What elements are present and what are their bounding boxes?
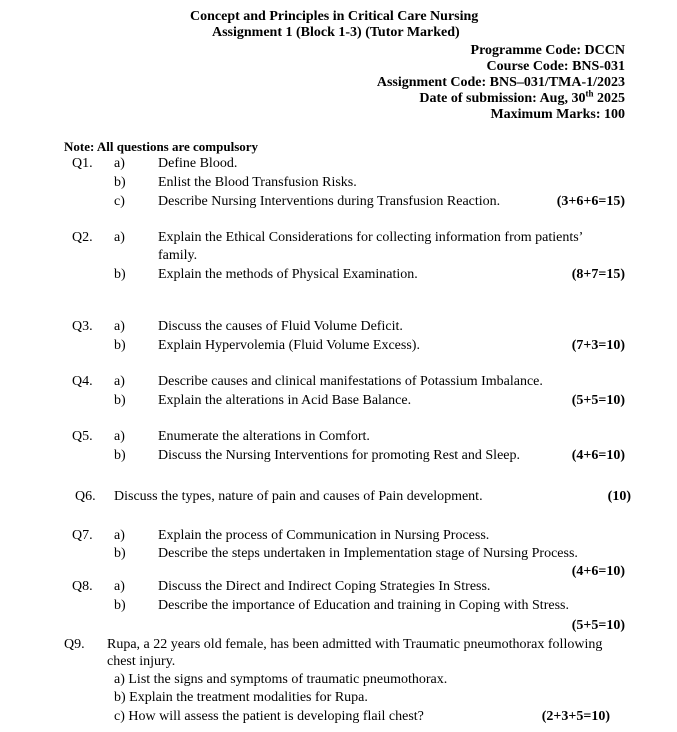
question-text-continued: family. <box>158 248 198 263</box>
question-text: Explain the methods of Physical Examination. <box>158 267 418 282</box>
question-number: Q2. <box>72 230 93 245</box>
question-marks: (4+6=10) <box>571 448 625 463</box>
subquestion-label: b) <box>114 546 126 561</box>
question-marks: (8+7=15) <box>571 267 625 282</box>
question-number: Q9. <box>64 637 85 652</box>
question-number: Q7. <box>72 528 93 543</box>
submission-date-suffix: 2025 <box>593 91 625 106</box>
question-text: Enlist the Blood Transfusion Risks. <box>158 175 357 190</box>
question-text: Enumerate the alterations in Comfort. <box>158 429 370 444</box>
subquestion-label: b) <box>114 267 126 282</box>
question-text: Define Blood. <box>158 156 238 171</box>
question-text: Describe the importance of Education and training in Coping with Stress. <box>158 598 569 613</box>
question-text: Explain the process of Communication in Nursing Process. <box>158 528 490 543</box>
question-text: Discuss the Nursing Interventions for promoting Rest and Sleep. <box>158 448 521 463</box>
question-number: Q8. <box>72 579 93 594</box>
subquestion-label: b) <box>114 448 126 463</box>
question-number: Q6. <box>75 489 96 504</box>
question-text: Describe causes and clinical manifestations of Potassium Imbalance. <box>158 374 543 389</box>
subquestion-label: a) <box>114 230 125 245</box>
question-marks: (7+3=10) <box>571 338 625 353</box>
question-text: Describe Nursing Interventions during Transfusion Reaction. <box>158 194 501 209</box>
assignment-subtitle: Assignment 1 (Block 1-3) (Tutor Marked) <box>212 25 460 40</box>
question-marks: (2+3+5=10) <box>541 709 610 724</box>
question-text-continued: chest injury. <box>107 654 176 669</box>
question-marks: (4+6=10) <box>571 564 625 579</box>
question-number: Q4. <box>72 374 93 389</box>
assignment-code: Assignment Code: BNS–031/TMA-1/2023 <box>376 75 625 90</box>
submission-date-prefix: Date of submission: Aug, 30 <box>419 91 586 106</box>
question-marks: (5+5=10) <box>571 393 625 408</box>
subquestion-label: a) <box>114 156 125 171</box>
subquestion-label: b) <box>114 175 126 190</box>
question-text: Discuss the causes of Fluid Volume Deficit. <box>158 319 403 334</box>
note: Note: All questions are compulsory <box>64 139 259 154</box>
subquestion-label: b) <box>114 598 126 613</box>
subquestion-label: a) <box>114 429 125 444</box>
question-number: Q1. <box>72 156 93 171</box>
subquestion-label: b) <box>114 338 126 353</box>
subquestion-text: c) How will assess the patient is developing flail chest? <box>114 709 424 724</box>
document-title: Concept and Principles in Critical Care Nursing <box>190 9 479 24</box>
question-text: Explain Hypervolemia (Fluid Volume Excess). <box>158 338 420 353</box>
question-text: Describe the steps undertaken in Implementation stage of Nursing Process. <box>158 546 578 561</box>
question-marks: (3+6+6=15) <box>556 194 625 209</box>
question-marks: (10) <box>607 489 631 504</box>
question-text: Discuss the Direct and Indirect Coping Strategies In Stress. <box>158 579 491 594</box>
programme-code: Programme Code: DCCN <box>470 43 625 58</box>
subquestion-label: b) <box>114 393 126 408</box>
question-number: Q5. <box>72 429 93 444</box>
subquestion-label: a) <box>114 579 125 594</box>
question-text: Explain the alterations in Acid Base Balance. <box>158 393 412 408</box>
subquestion-label: a) <box>114 374 125 389</box>
submission-date-superscript: th <box>585 88 594 99</box>
subquestion-text: a) List the signs and symptoms of traumatic pneumothorax. <box>114 672 448 687</box>
subquestion-text: b) Explain the treatment modalities for Rupa. <box>114 690 368 705</box>
maximum-marks: Maximum Marks: 100 <box>490 107 625 122</box>
question-text: Explain the Ethical Considerations for collecting information from patients’ <box>158 230 584 245</box>
subquestion-label: c) <box>114 194 125 209</box>
subquestion-label: a) <box>114 528 125 543</box>
question-text: Rupa, a 22 years old female, has been admitted with Traumatic pneumothorax following <box>107 637 603 652</box>
subquestion-label: a) <box>114 319 125 334</box>
question-number: Q3. <box>72 319 93 334</box>
course-code: Course Code: BNS-031 <box>486 59 625 74</box>
question-marks: (5+5=10) <box>571 618 625 633</box>
question-text: Discuss the types, nature of pain and causes of Pain development. <box>114 489 483 504</box>
